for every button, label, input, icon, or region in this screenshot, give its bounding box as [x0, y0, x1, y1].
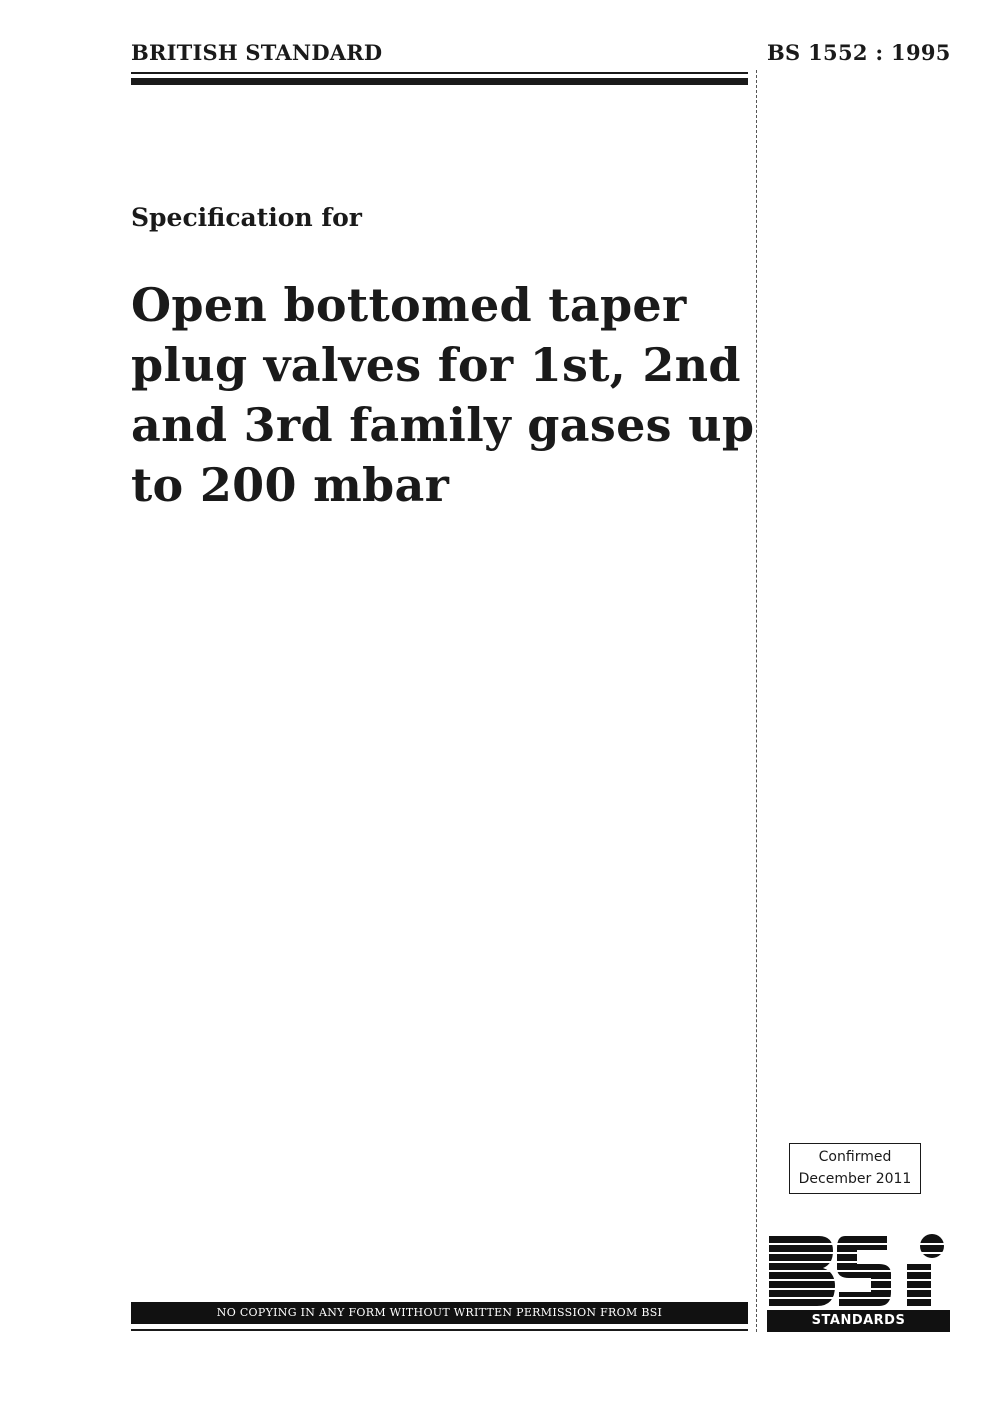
title-line: and 3rd family gases up: [131, 398, 755, 452]
document-title: [131, 275, 755, 515]
title-line: Open bottomed taper: [131, 278, 687, 332]
header-rule-thick: [131, 78, 748, 85]
bsi-letters-mark: [767, 1234, 950, 1308]
confirmation-status: Confirmed: [818, 1149, 892, 1165]
cut-margin-dashed-line: [756, 70, 757, 1332]
title-line: plug valves for 1st, 2nd: [131, 338, 741, 392]
header-rule-thin: [131, 72, 748, 74]
footer-rule: [131, 1329, 748, 1331]
document-subtitle: Specification for: [131, 203, 362, 232]
copyright-notice: NO COPYING IN ANY FORM WITHOUT WRITTEN PERMISSION FROM BSI: [131, 1302, 748, 1324]
standard-number: BS 1552 : 1995: [767, 40, 951, 65]
logo-caption: STANDARDS: [767, 1310, 950, 1332]
bsi-standards-logo: [767, 1234, 950, 1332]
document-series-label: BRITISH STANDARD: [131, 40, 383, 65]
title-line: to 200 mbar: [131, 458, 450, 512]
confirmation-date: December 2011: [798, 1171, 912, 1187]
confirmation-stamp: [789, 1143, 921, 1194]
